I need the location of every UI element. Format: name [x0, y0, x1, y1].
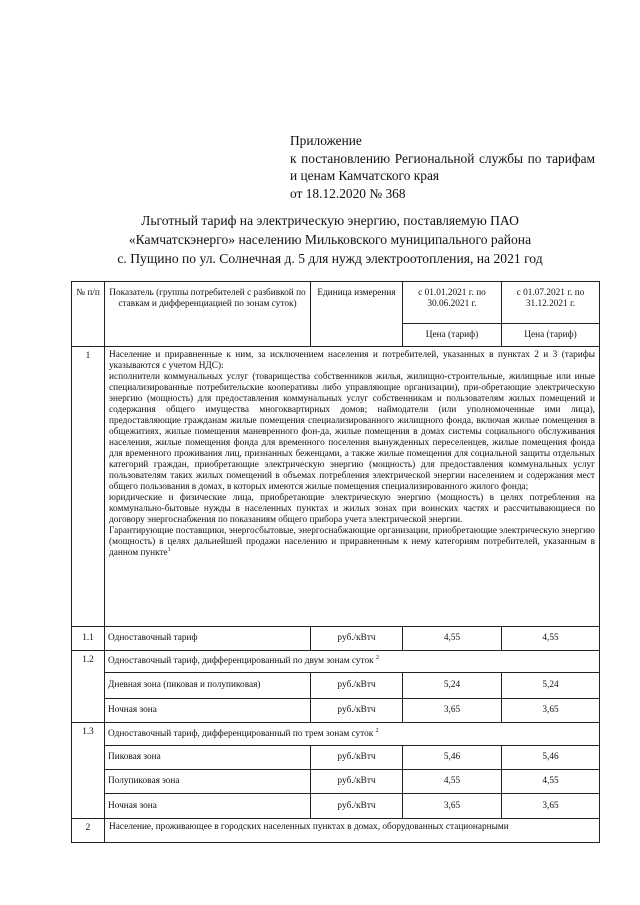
row-value-1: 4,55: [403, 627, 502, 651]
document-title: [70, 211, 590, 268]
footnote-ref: 1: [167, 546, 171, 553]
table-row: [72, 651, 600, 673]
row-name: Полупиковая зона: [105, 770, 311, 794]
header-period-1: с 01.01.2021 г. по 30.06.2021 г.: [403, 282, 502, 324]
row-name: Дневная зона (пиковая и полупиковая): [105, 673, 311, 699]
section-1-para-2: исполнители коммунальных услуг (товарищества собственников жилья, жилищно-строительные, жилищные или иные специализированные потребительские кооперативы либо управляющие организации), при-обретающие электрическую энергию (мощность) для предоставления коммунальных услуг собственникам и пользователям жилых помещений и содержания общего имущества многоквартирных домов; наймодатели (или уполномоченные ими лица), предоставляющие гражданам жилые помещения специализированного жилищного фонда, включая жилые помещения в общежитиях, жилые помещения маневренного фон-да, жилые помещения в домах системы социального обслуживания населения, жилые помещения фонда для временного поселения вынужденных переселенцев, жилые помещения фонда для временного проживания лиц, признанных беженцами, а также жилые помещения для социальной защиты отдельных категорий граждан, приобретающие электрическую энергию (мощность) для предоставления коммунальных услуг пользователям таких жилых помещений в объемах потребления электрической энергии населением и содержания мест общего пользования в домах, в которых имеются жилые помещения специализированного жилого фонда;: [109, 372, 595, 492]
row-value-1: 4,55: [403, 770, 502, 794]
row-name: Одноставочный тариф: [105, 627, 311, 651]
appendix-date: от 18.12.2020 № 368: [290, 185, 406, 201]
row-name-text: Одноставочный тариф, дифференцированный по двум зонам суток: [108, 656, 374, 666]
section-1-para-3: юридические и физические лица, приобретающие электрическую энергию (мощность) в целях потребления на коммунально-бытовые нужды в населенных пунктах и жилых зонах при воинских частях и рассчитывающиеся по договору энергоснабжения по показаниям общего прибора учета электрической энергии.: [109, 493, 595, 525]
appendix-block: [290, 132, 595, 202]
section-1-para-1: Население и приравненные к ним, за исключением населения и потребителей, указанных в пунктах 2 и 3 (тарифы указываются с учетом НДС):: [109, 350, 595, 371]
row-value-1: 5,46: [403, 746, 502, 770]
section-2-description: Население, проживающее в городских населенных пунктах в домах, оборудованных стационарными: [105, 819, 600, 843]
header-num: № п/п: [72, 282, 105, 347]
row-value-1: 3,65: [403, 699, 502, 723]
table-header-row: [72, 282, 600, 324]
row-name: Ночная зона: [105, 794, 311, 819]
appendix-reference: к постановлению Региональной службы по тарифам и ценам Камчатского края: [290, 150, 595, 183]
row-num: 2: [72, 819, 105, 843]
appendix-heading: Приложение: [290, 133, 362, 148]
row-value-2: 3,65: [502, 699, 600, 723]
title-line-1: Льготный тариф на электрическую энергию, поставляемую ПАО: [141, 213, 519, 228]
table-row: [72, 819, 600, 843]
table-row: [72, 794, 600, 819]
row-unit: руб./кВтч: [311, 794, 403, 819]
row-name: Ночная зона: [105, 699, 311, 723]
row-num: 1: [72, 347, 105, 627]
header-price-1: Цена (тариф): [403, 324, 502, 347]
header-indicator: Показатель (группы потребителей с разбивкой по ставкам и дифференциацией по зонам суток): [105, 282, 311, 347]
table-row: [72, 627, 600, 651]
row-name: [105, 723, 600, 746]
row-unit: руб./кВтч: [311, 627, 403, 651]
row-num: 1.2: [72, 651, 105, 723]
section-1-para-4: [109, 526, 595, 559]
footnote-ref: 2: [376, 654, 379, 661]
header-unit: Единица измерения: [311, 282, 403, 347]
table-row: [72, 746, 600, 770]
section-1-para-4-text: Гарантирующие поставщики, энергосбытовые, энергоснабжающие организации, приобретающие электрическую энергию (мощность) в целях дальнейшей продажи населению и приравненным к нему категориям потребителей, указанным в данном пункте: [109, 526, 596, 558]
row-value-2: 4,55: [502, 770, 600, 794]
row-value-1: 3,65: [403, 794, 502, 819]
row-unit: руб./кВтч: [311, 770, 403, 794]
title-line-3: с. Пущино по ул. Солнечная д. 5 для нужд электроотопления, на 2021 год: [117, 251, 543, 266]
table-row: [72, 723, 600, 746]
section-1-description: [105, 347, 600, 627]
header-price-2: Цена (тариф): [502, 324, 600, 347]
table-row: [72, 770, 600, 794]
row-value-2: 5,46: [502, 746, 600, 770]
row-num: 1.1: [72, 627, 105, 651]
header-period-2: с 01.07.2021 г. по 31.12.2021 г.: [502, 282, 600, 324]
title-line-2: «Камчатскэнерго» населению Мильковского муниципального района: [128, 232, 532, 247]
table-row: [72, 347, 600, 627]
row-num: 1.3: [72, 723, 105, 819]
row-name: [105, 651, 600, 673]
row-value-1: 5,24: [403, 673, 502, 699]
row-unit: руб./кВтч: [311, 673, 403, 699]
table-row: [72, 699, 600, 723]
row-value-2: 3,65: [502, 794, 600, 819]
row-value-2: 5,24: [502, 673, 600, 699]
row-name-text: Одноставочный тариф, дифференцированный по трем зонам суток: [108, 728, 374, 739]
footnote-ref: 2: [375, 727, 379, 734]
row-unit: руб./кВтч: [311, 699, 403, 723]
row-unit: руб./кВтч: [311, 746, 403, 770]
row-value-2: 4,55: [502, 627, 600, 651]
table-row: [72, 673, 600, 699]
tariff-table: [71, 281, 600, 843]
row-name: Пиковая зона: [105, 746, 311, 770]
